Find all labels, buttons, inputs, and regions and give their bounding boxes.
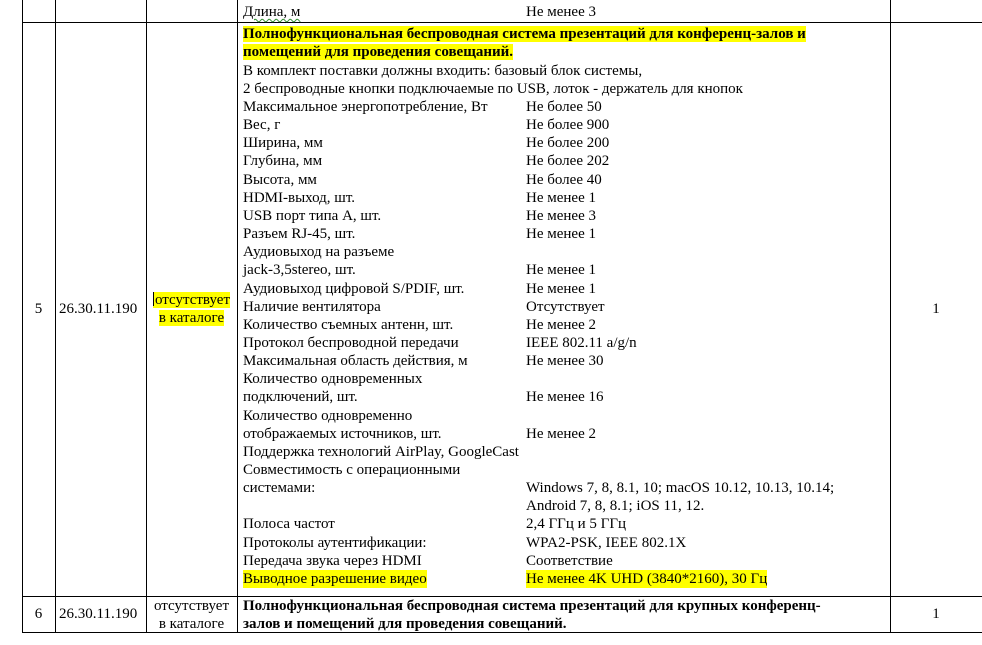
spec-value: Соответствие — [526, 553, 613, 569]
spec-value: IEEE 802.11 a/g/n — [526, 335, 637, 351]
row6-number: 6 — [34, 606, 43, 622]
row5-catalog-line1: отсутствует — [154, 292, 231, 308]
row-border-top-5 — [22, 22, 982, 23]
spec-name: jack-3,5stereo, шт. — [243, 262, 356, 278]
spec-name: Передача звука через HDMI — [243, 553, 422, 569]
col-border-3 — [237, 0, 238, 633]
row5-title-line1: Полнофункциональная беспроводная система презентаций для конференц-залов и — [243, 26, 806, 42]
row6-title-line2: залов и помещений для проведения совещаний. — [243, 616, 567, 632]
prev-spec-value: Не менее 3 — [526, 4, 596, 20]
prev-spec-name: Длина, м — [243, 4, 301, 20]
spec-name: Аудиовыход на разъеме — [243, 244, 395, 260]
row5-number: 5 — [34, 301, 43, 317]
spec-value: Не менее 30 — [526, 353, 604, 369]
row6-catalog-line2: в каталоге — [158, 616, 225, 632]
spec-name: Количество одновременно — [243, 408, 413, 424]
row5-quantity: 1 — [932, 301, 940, 317]
spec-name: отображаемых источников, шт. — [243, 426, 442, 442]
spec-name: USB порт типа А, шт. — [243, 208, 382, 224]
row6-title-line1: Полнофункциональная беспроводная система презентаций для крупных конференц- — [243, 598, 821, 614]
spec-value: 2,4 ГГц и 5 ГГц — [526, 516, 627, 532]
spec-value: Не менее 1 — [526, 226, 596, 242]
spec-value: Не менее 16 — [526, 389, 604, 405]
spec-value: Не более 200 — [526, 135, 610, 151]
row5-kit-line2: 2 беспроводные кнопки подключаемые по USB, лоток - держатель для кнопок — [243, 81, 743, 97]
row5-catalog — [146, 291, 237, 327]
spec-name: Максимальное энергопотребление, Вт — [243, 99, 488, 115]
spec-name: Максимальная область действия, м — [243, 353, 468, 369]
row5-catalog-line2: в каталоге — [158, 310, 225, 326]
spec-value: Не менее 1 — [526, 262, 596, 278]
row5-title-line2: помещений для проведения совещаний. — [243, 44, 514, 60]
spec-value: Не менее 1 — [526, 190, 596, 206]
spec-name: Выводное разрешение видео — [243, 571, 427, 587]
spec-value: Windows 7, 8, 8.1, 10; macOS 10.12, 10.13, 10.14; — [526, 480, 835, 496]
spec-value: Не более 900 — [526, 117, 610, 133]
spec-value: Не более 202 — [526, 153, 610, 169]
row6-quantity: 1 — [932, 606, 940, 622]
spec-name: Поддержка технологий AirPlay, GoogleCast — [243, 444, 519, 460]
spec-name: Совместимость с операционными — [243, 462, 461, 478]
spec-name: Вес, г — [243, 117, 281, 133]
spec-value: Android 7, 8, 8.1; iOS 11, 12. — [526, 498, 705, 514]
spec-name: Глубина, мм — [243, 153, 323, 169]
spec-name: подключений, шт. — [243, 389, 358, 405]
spec-name: Высота, мм — [243, 172, 317, 188]
spec-value: Не более 40 — [526, 172, 602, 188]
col-border-1 — [55, 0, 56, 633]
spec-value: Не менее 3 — [526, 208, 596, 224]
spec-name: Ширина, мм — [243, 135, 323, 151]
spec-name: Аудиовыход цифровой S/PDIF, шт. — [243, 281, 465, 297]
spec-name: Полоса частот — [243, 516, 335, 532]
text-cursor — [153, 292, 154, 306]
spec-value: Не менее 2 — [526, 317, 596, 333]
spec-value: WPA2-PSK, IEEE 802.1X — [526, 535, 687, 551]
spec-name: Разъем RJ-45, шт. — [243, 226, 356, 242]
row6-catalog — [146, 597, 237, 633]
spec-name: Наличие вентилятора — [243, 299, 381, 315]
spec-name: HDMI-выход, шт. — [243, 190, 356, 206]
spec-name: Количество одновременных — [243, 371, 423, 387]
spec-value: Не менее 1 — [526, 281, 596, 297]
spec-name: Протокол беспроводной передачи — [243, 335, 459, 351]
spec-value: Не более 50 — [526, 99, 602, 115]
spec-name: системами: — [243, 480, 316, 496]
spec-value: Не менее 2 — [526, 426, 596, 442]
row6-catalog-line1: отсутствует — [153, 598, 230, 614]
row6-code: 26.30.11.190 — [59, 606, 138, 622]
spec-name: Протоколы аутентификации: — [243, 535, 427, 551]
row5-code: 26.30.11.190 — [59, 301, 138, 317]
row5-kit-line1: В комплект поставки должны входить: базовый блок системы, — [243, 63, 643, 79]
spec-name: Количество съемных антенн, шт. — [243, 317, 454, 333]
spec-value: Не менее 4K UHD (3840*2160), 30 Гц — [526, 571, 768, 587]
spec-value: Отсутствует — [526, 299, 605, 315]
